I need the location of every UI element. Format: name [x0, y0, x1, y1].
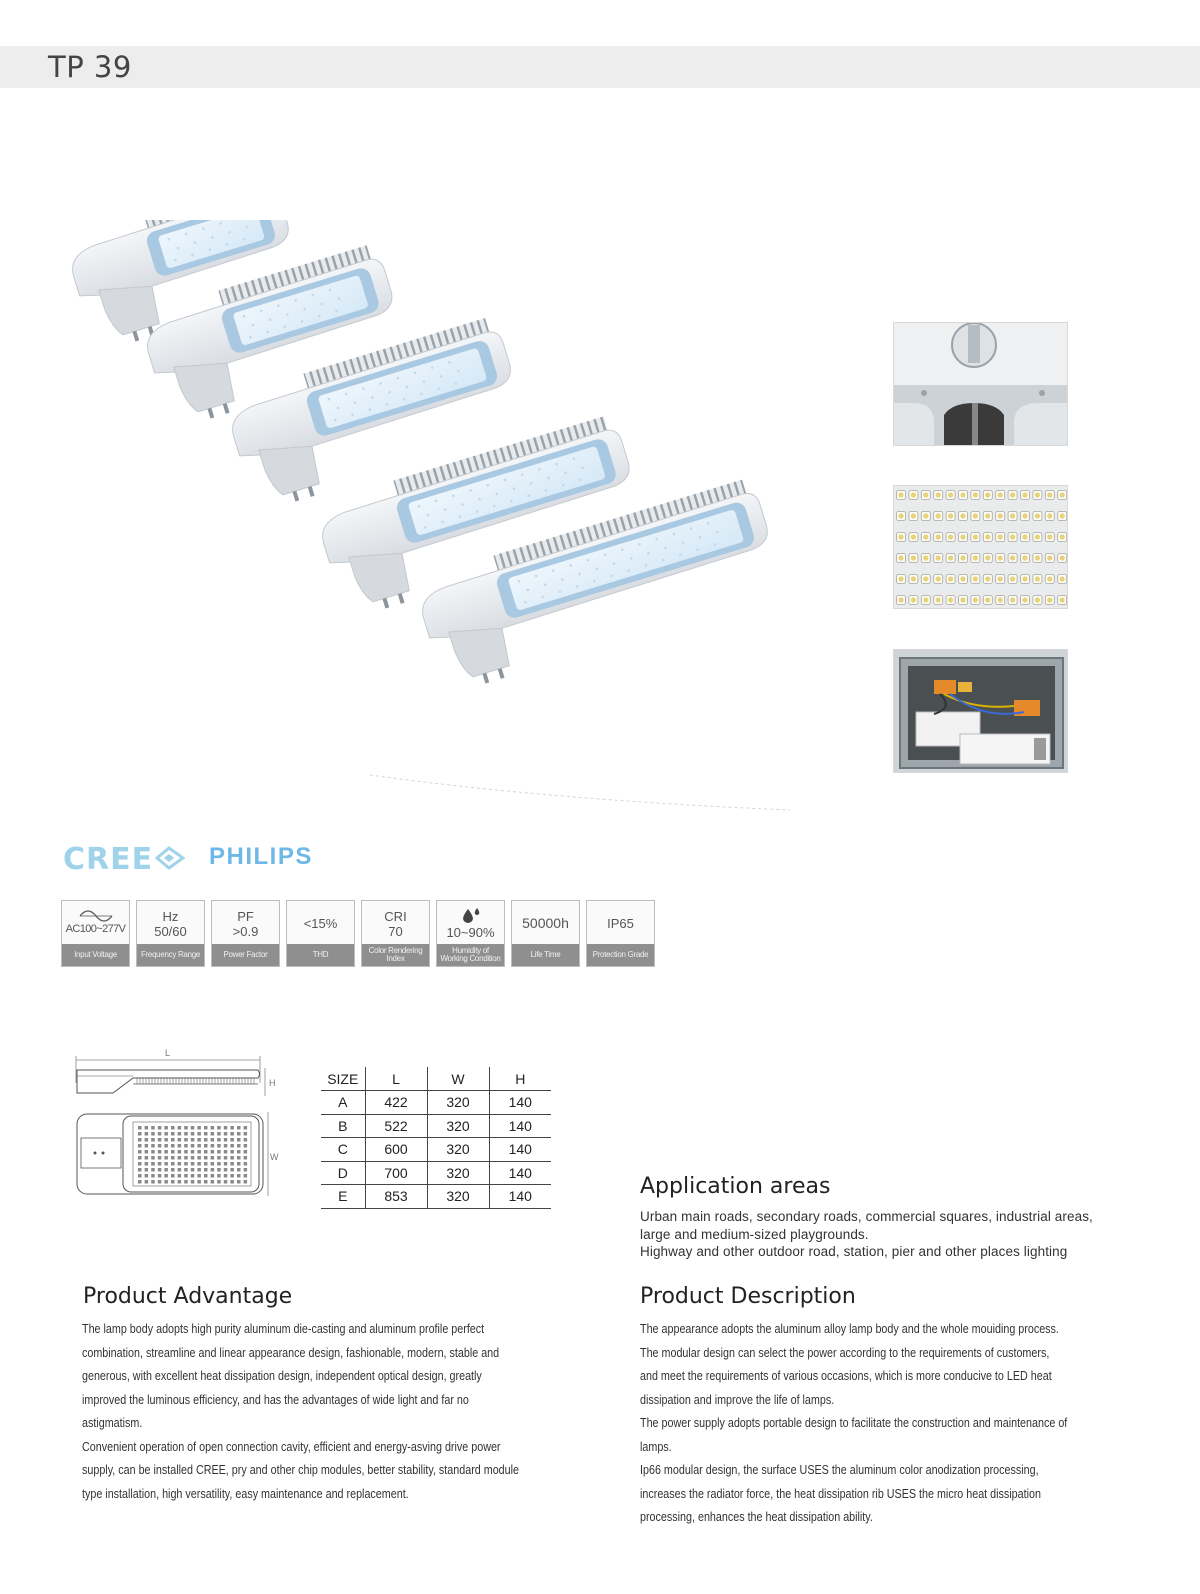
spec-cri	[361, 900, 430, 967]
table-cell: 320	[427, 1138, 489, 1162]
cree-logo: CREE	[63, 842, 154, 877]
table-cell: 422	[365, 1091, 427, 1115]
spec-frequency	[136, 900, 205, 967]
spec-line2: 50/60	[154, 923, 187, 939]
advantage-line: type installation, high versatility, easy maintenance and replacement.	[82, 1486, 409, 1501]
table-cell: 140	[489, 1185, 551, 1209]
spec-label: Frequency Range	[137, 944, 204, 966]
table-cell: A	[321, 1091, 365, 1115]
table-cell: D	[321, 1161, 365, 1185]
philips-logo: PHILIPS	[209, 843, 313, 870]
table-cell: 320	[427, 1161, 489, 1185]
advantage-line: supply, can be installed CREE, pry and other chip modules, better stability, standard module	[82, 1463, 520, 1477]
application-text	[640, 1208, 1160, 1261]
table-cell: B	[321, 1114, 365, 1138]
description-text	[640, 1318, 1150, 1530]
table-row	[321, 1091, 551, 1115]
table-row	[321, 1161, 551, 1185]
dimension-drawing	[73, 1048, 288, 1218]
table-cell: 700	[365, 1161, 427, 1185]
description-title: Product Description	[640, 1284, 856, 1309]
application-line: large and medium-sized playgrounds.	[640, 1226, 869, 1242]
table-cell: C	[321, 1138, 365, 1162]
spec-label: Input Voltage	[62, 944, 129, 966]
description-line: The power supply adopts portable design to facilitate the construction and maintenance of	[640, 1416, 1068, 1430]
spec-label: THD	[287, 944, 354, 966]
spec-icons-row	[61, 900, 655, 967]
table-cell: 140	[489, 1114, 551, 1138]
application-line: Highway and other outdoor road, station, pier and other places lighting	[640, 1244, 1068, 1259]
spec-protection-grade	[586, 900, 655, 967]
spec-value: <15%	[303, 916, 338, 931]
spec-line1: PF	[237, 908, 254, 924]
spec-value: IP65	[607, 916, 634, 931]
spec-life-time	[511, 900, 580, 967]
table-header-cell: H	[489, 1067, 551, 1091]
table-cell: 320	[427, 1091, 489, 1115]
table-cell: 600	[365, 1138, 427, 1162]
spec-line2: 70	[388, 923, 403, 939]
application-line: Urban main roads, secondary roads, commercial squares, industrial areas,	[640, 1209, 1093, 1224]
advantage-line: generous, with excellent heat dissipation design, independent optical design, greatly	[82, 1369, 482, 1383]
table-header-cell: W	[427, 1067, 489, 1091]
spec-label: Humidity of Working Condition	[437, 944, 504, 966]
title-bar	[0, 46, 1200, 88]
dim-label-l: L	[165, 1048, 171, 1058]
advantage-line: combination, streamline and linear appearance design, fashionable, modern, stable and	[82, 1345, 500, 1360]
page-title: TP 39	[48, 50, 132, 84]
sine-wave-icon	[79, 910, 113, 922]
table-cell: 522	[365, 1114, 427, 1138]
description-line: Ip66 modular design, the surface USES the aluminum color anodization processing,	[640, 1463, 1039, 1477]
table-cell: 320	[427, 1185, 489, 1209]
table-row	[321, 1185, 551, 1209]
advantage-line: Convenient operation of open connection cavity, efficient and energy-asving drive power	[82, 1439, 501, 1454]
description-line: lamps.	[640, 1439, 672, 1454]
table-cell: 140	[489, 1161, 551, 1185]
spec-value: 10~90%	[446, 925, 495, 940]
product-lamps-illustration	[50, 220, 810, 820]
advantage-line: The lamp body adopts high purity aluminum die-casting and aluminum profile perfect	[82, 1322, 485, 1336]
spec-label: Life Time	[512, 944, 579, 966]
cree-diamond-icon	[155, 846, 185, 870]
description-line: The appearance adopts the aluminum alloy lamp body and the whole mouiding process.	[640, 1322, 1059, 1336]
table-cell: 320	[427, 1114, 489, 1138]
table-row	[321, 1138, 551, 1162]
detail-photo-mount	[893, 322, 1068, 446]
description-line: The modular design can select the power according to the requirements of customers,	[640, 1345, 1050, 1360]
spec-line1: Hz	[162, 908, 179, 924]
spec-thd	[286, 900, 355, 967]
advantage-line: improved the luminous efficiency, and has the advantages of wide light and far no	[82, 1392, 469, 1407]
table-cell: 140	[489, 1091, 551, 1115]
table-cell: 853	[365, 1185, 427, 1209]
description-line: increases the radiator force, the heat dissipation rib USES the micro heat dissipation	[640, 1486, 1041, 1501]
spec-power-factor	[211, 900, 280, 967]
table-cell: 140	[489, 1138, 551, 1162]
table-row	[321, 1114, 551, 1138]
detail-photo-wiring	[893, 649, 1068, 773]
table-header-row	[321, 1067, 551, 1091]
detail-photo-led-array	[893, 485, 1068, 609]
description-line: dissipation and improve the life of lamps.	[640, 1392, 835, 1407]
description-line: processing, enhances the heat dissipation ability.	[640, 1510, 873, 1524]
advantage-text	[82, 1318, 582, 1506]
dim-label-h: H	[269, 1078, 276, 1088]
size-table	[321, 1067, 551, 1209]
spec-line2: >0.9	[232, 923, 259, 939]
spec-value: 50000h	[522, 915, 569, 931]
spec-value: AC100~277V	[65, 923, 126, 935]
spec-label: Protection Grade	[587, 944, 654, 966]
table-cell: E	[321, 1185, 365, 1209]
table-header-cell: SIZE	[321, 1067, 365, 1091]
dim-label-w: W	[270, 1152, 279, 1162]
spec-humidity	[436, 900, 505, 967]
application-title: Application areas	[640, 1174, 831, 1199]
spec-label: Power Factor	[212, 944, 279, 966]
spec-label: Color Rendering Index	[362, 944, 429, 966]
advantage-line: astigmatism.	[82, 1416, 143, 1430]
advantage-title: Product Advantage	[83, 1284, 293, 1309]
water-drop-icon	[459, 907, 483, 925]
spec-input-voltage	[61, 900, 130, 967]
table-header-cell: L	[365, 1067, 427, 1091]
description-line: and meet the requirements of various occasions, which is more conducive to LED heat	[640, 1369, 1052, 1383]
spec-line1: CRI	[384, 908, 407, 924]
